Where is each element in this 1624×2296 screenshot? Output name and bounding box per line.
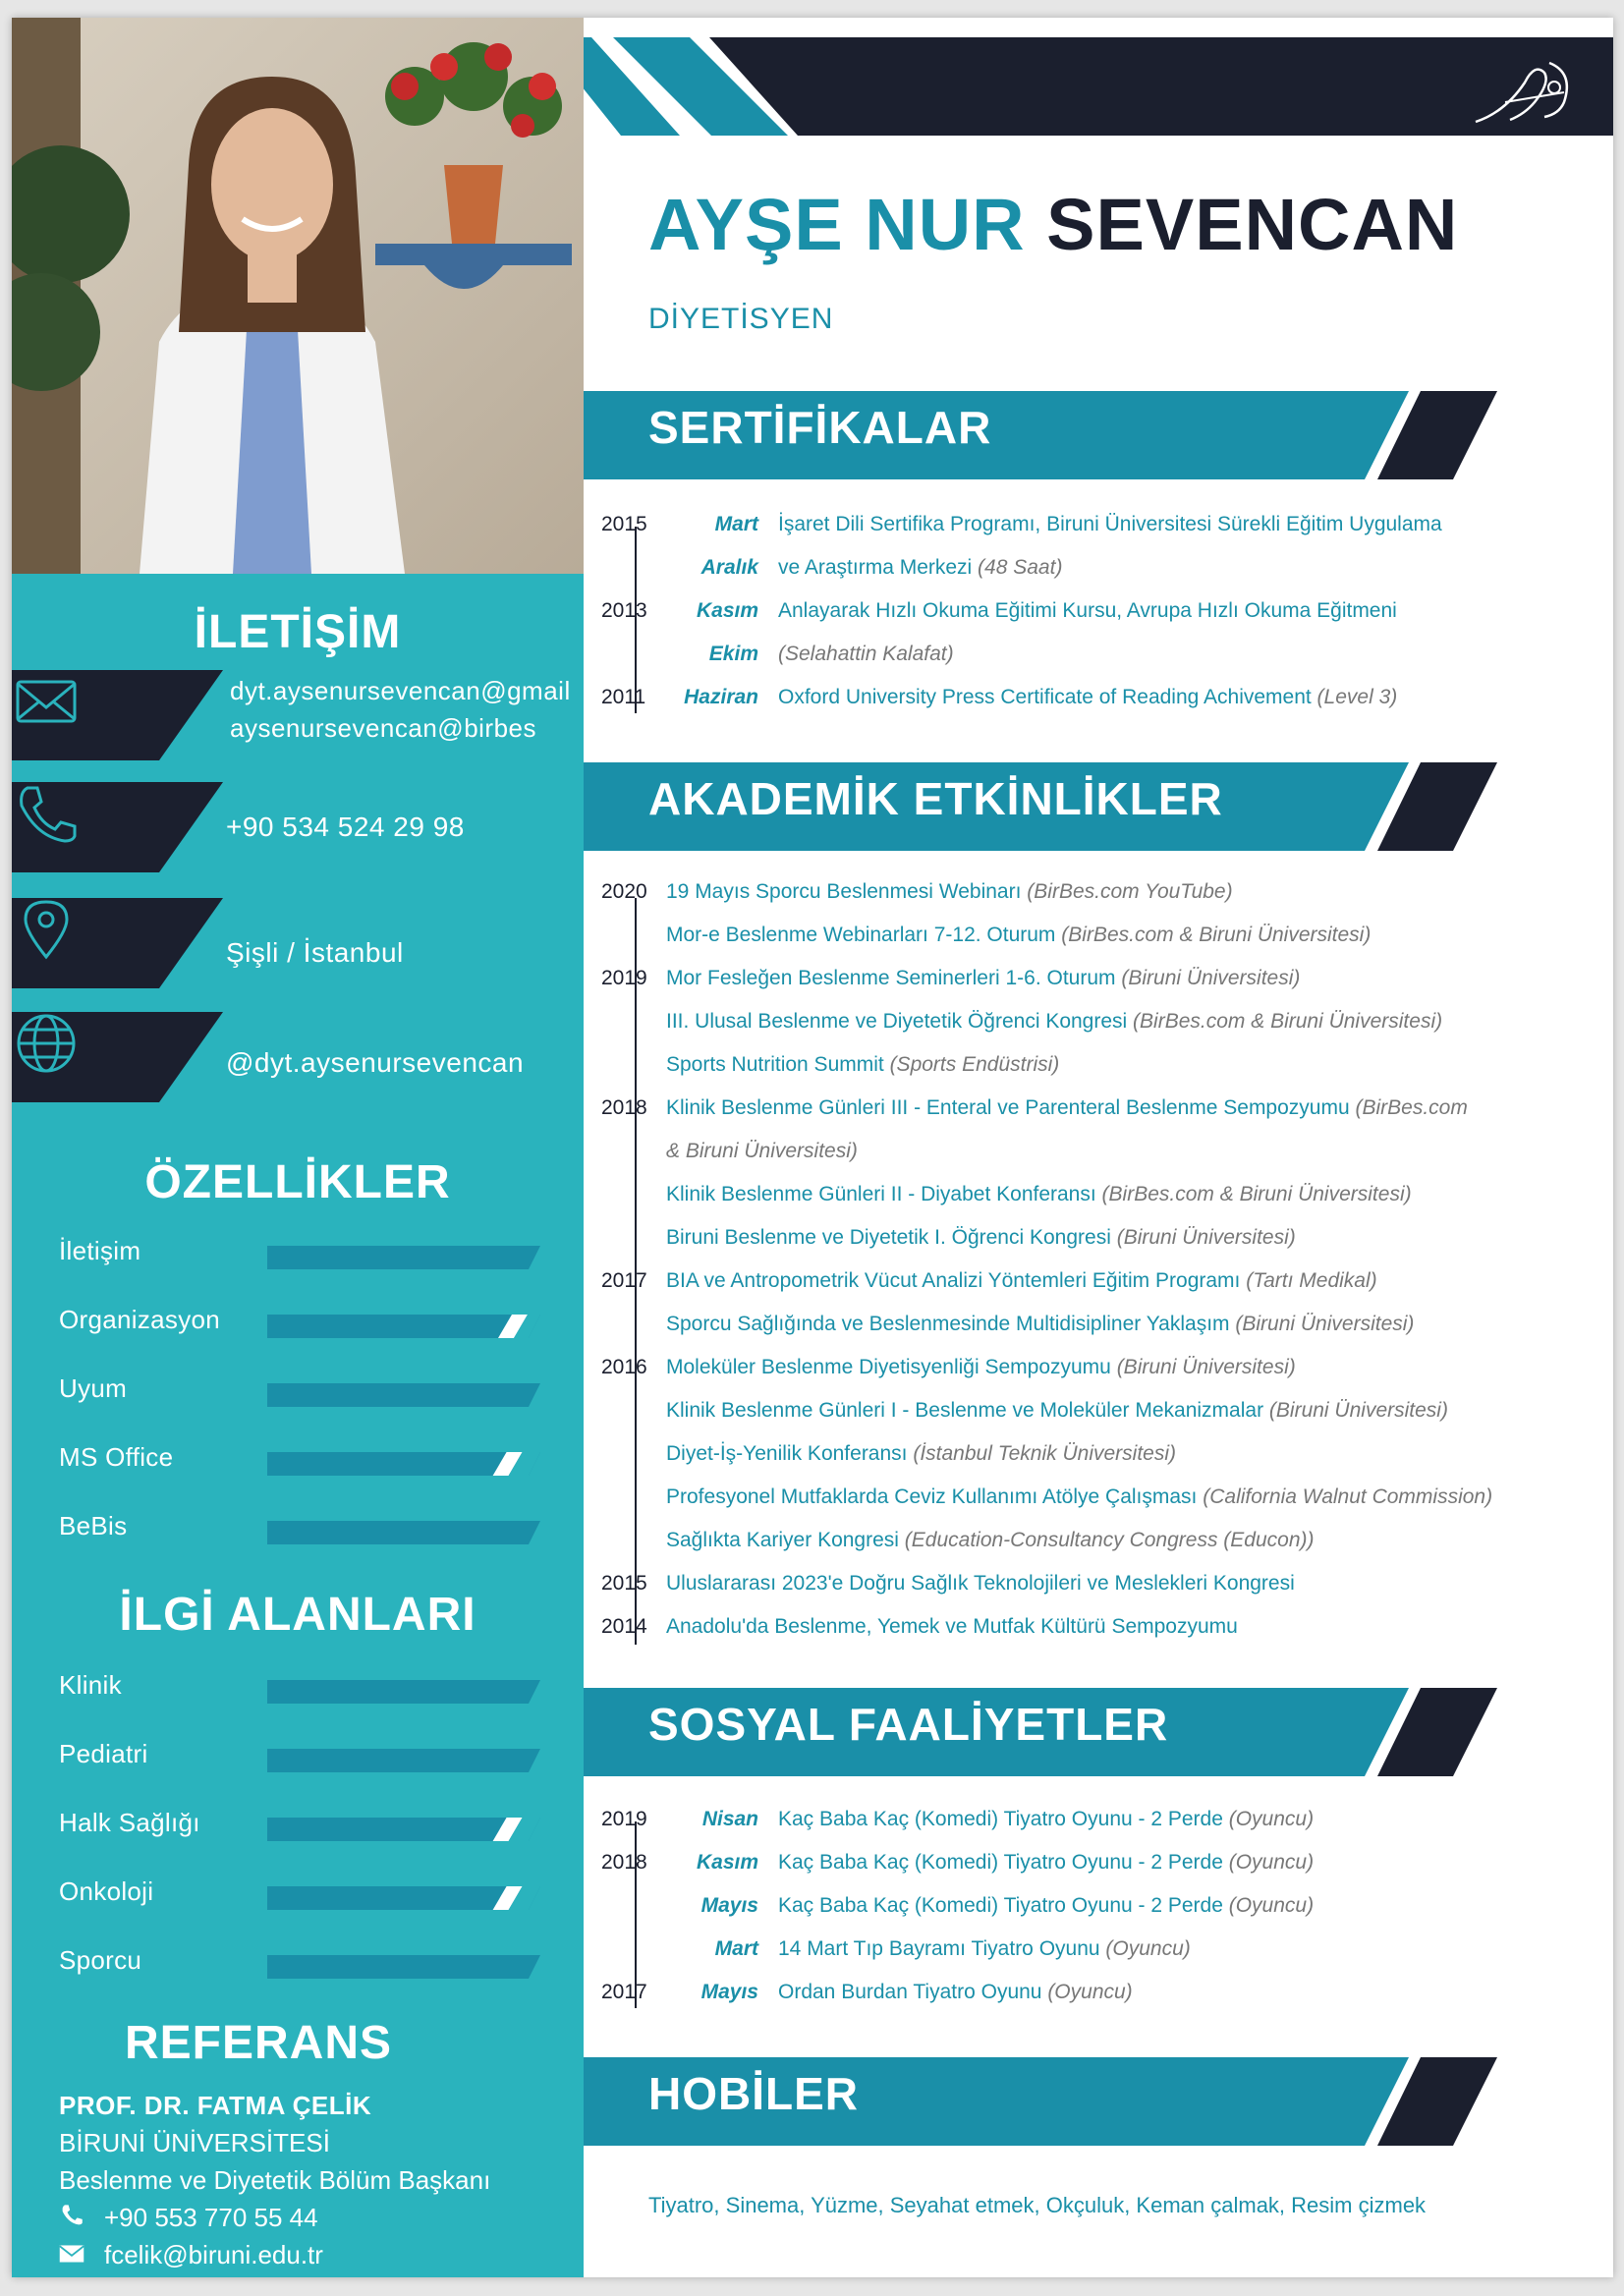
contact-location-row bbox=[12, 898, 584, 988]
entry-note: (Oyuncu) bbox=[1222, 1851, 1315, 1874]
entry-text bbox=[666, 1442, 1176, 1466]
entry-title: Anlayarak Hızlı Okuma Eğitimi Kursu, Avrupa Hızlı Okuma Eğitmeni bbox=[778, 599, 1397, 622]
entry-month: Mart bbox=[714, 1937, 758, 1960]
timeline-entry bbox=[601, 556, 1603, 595]
entry-text bbox=[666, 1010, 1442, 1034]
entry-text bbox=[666, 967, 1300, 990]
entry-text bbox=[666, 1269, 1377, 1293]
entry-note: (Biruni Üniversitesi) bbox=[1110, 1226, 1296, 1249]
timeline-entry bbox=[601, 599, 1603, 639]
entry-year: 2017 bbox=[601, 1269, 647, 1292]
entry-note: (Level 3) bbox=[1311, 686, 1398, 708]
skill-row bbox=[59, 1305, 550, 1344]
timeline-entry bbox=[601, 880, 1603, 920]
skill-level-bar bbox=[267, 1521, 542, 1544]
entry-title: Mor-e Beslenme Webinarları 7-12. Oturum bbox=[666, 924, 1056, 946]
entry-year: 2018 bbox=[601, 1096, 647, 1119]
hobbies-text: Tiyatro, Sinema, Yüzme, Seyahat etmek, Okçuluk, Keman çalmak, Resim çizmek bbox=[648, 2193, 1427, 2217]
email-2[interactable]: aysenursevencan@birbes bbox=[230, 713, 537, 743]
entry-title: Kaç Baba Kaç (Komedi) Tiyatro Oyunu - 2 Perde bbox=[778, 1894, 1223, 1917]
entry-title: Ordan Burdan Tiyatro Oyunu bbox=[778, 1981, 1042, 2003]
entry-note: (BirBes.com & Biruni Üniversitesi) bbox=[1055, 924, 1372, 946]
reference-email-row bbox=[59, 2240, 323, 2270]
globe-icon bbox=[12, 1012, 81, 1075]
timeline-entry bbox=[601, 1529, 1603, 1568]
entry-title: Sporcu Sağlığında ve Beslenmesinde Multidisipliner Yaklaşım bbox=[666, 1313, 1230, 1335]
envelope-icon bbox=[59, 2240, 98, 2270]
reference-phone-row bbox=[59, 2203, 318, 2233]
entry-title: Moleküler Beslenme Diyetisyenliği Sempozyumu bbox=[666, 1356, 1111, 1378]
interest-row bbox=[59, 1945, 550, 1985]
interest-label: Klinik bbox=[59, 1670, 122, 1700]
entry-title: Mor Fesleğen Beslenme Seminerleri 1-6. Oturum bbox=[666, 967, 1116, 989]
entry-month: Kasım bbox=[696, 599, 758, 622]
interest-level-bar bbox=[267, 1749, 542, 1772]
entry-year: 2014 bbox=[601, 1615, 647, 1638]
entry-title: 14 Mart Tıp Bayramı Tiyatro Oyunu bbox=[778, 1937, 1100, 1960]
interest-level-bar bbox=[267, 1680, 542, 1704]
entry-month: Mayıs bbox=[700, 1981, 758, 2003]
entry-month: Aralık bbox=[700, 556, 758, 579]
timeline-entry bbox=[601, 1442, 1603, 1482]
timeline-entry bbox=[601, 1851, 1603, 1890]
entry-month-wrap bbox=[650, 1894, 758, 1924]
entry-text bbox=[666, 1226, 1296, 1250]
entry-year: 2017 bbox=[601, 1981, 647, 2003]
entry-title: ve Araştırma Merkezi bbox=[778, 556, 973, 579]
entry-year: 2020 bbox=[601, 880, 647, 903]
phone-icon bbox=[59, 2203, 98, 2233]
entry-text bbox=[666, 1485, 1492, 1509]
entry-title: Sports Nutrition Summit bbox=[666, 1053, 884, 1076]
reference-phone[interactable]: +90 553 770 55 44 bbox=[104, 2203, 318, 2232]
entry-title: Klinik Beslenme Günleri III - Enteral ve Parenteral Beslenme Sempozyumu bbox=[666, 1096, 1350, 1119]
skill-label: Uyum bbox=[59, 1373, 128, 1403]
timeline-entry bbox=[601, 1572, 1603, 1611]
contact-tab bbox=[12, 1012, 223, 1102]
entry-note: (Oyuncu) bbox=[1222, 1808, 1315, 1830]
reference-institution: BİRUNİ ÜNİVERSİTESİ bbox=[59, 2128, 330, 2157]
academic-title: AKADEMİK ETKİNLİKLER bbox=[648, 773, 1223, 824]
phone-number[interactable]: +90 534 524 29 98 bbox=[226, 812, 465, 842]
timeline-entry bbox=[601, 1096, 1603, 1136]
skills-heading: ÖZELLİKLER bbox=[144, 1156, 451, 1208]
entry-title: BIA ve Antropometrik Vücut Analizi Yöntemleri Eğitim Programı bbox=[666, 1269, 1241, 1292]
timeline-entry bbox=[601, 1615, 1603, 1654]
entry-text bbox=[666, 880, 1233, 904]
entry-month: Haziran bbox=[684, 686, 758, 708]
logo-monogram-icon bbox=[1466, 43, 1594, 141]
timeline-entry bbox=[601, 1269, 1603, 1309]
entry-text bbox=[666, 924, 1371, 947]
entry-text bbox=[666, 1053, 1059, 1077]
location-pin-icon bbox=[12, 898, 81, 961]
entry-month-wrap bbox=[650, 556, 758, 586]
entry-title: Klinik Beslenme Günleri I - Beslenme ve Moleküler Mekanizmalar bbox=[666, 1399, 1264, 1422]
entry-text bbox=[666, 1572, 1295, 1596]
hobbies-title: HOBİLER bbox=[648, 2068, 859, 2119]
skill-label: Organizasyon bbox=[59, 1305, 221, 1334]
timeline-entry bbox=[601, 1981, 1603, 2020]
timeline-entry bbox=[601, 686, 1603, 725]
skill-label: MS Office bbox=[59, 1442, 174, 1472]
contact-phone-row bbox=[12, 782, 584, 872]
interests-heading: İLGİ ALANLARI bbox=[119, 1589, 476, 1641]
envelope-icon bbox=[12, 670, 81, 733]
entry-text bbox=[666, 1529, 1315, 1552]
entry-note: (Biruni Üniversitesi) bbox=[1229, 1313, 1415, 1335]
entry-title: Kaç Baba Kaç (Komedi) Tiyatro Oyunu - 2 Perde bbox=[778, 1808, 1223, 1830]
entry-note: (Sports Endüstrisi) bbox=[883, 1053, 1060, 1076]
entry-text bbox=[778, 643, 954, 666]
timeline-entry bbox=[601, 1053, 1603, 1092]
timeline-entry bbox=[601, 1183, 1603, 1222]
timeline-entry bbox=[601, 1356, 1603, 1395]
timeline-entry bbox=[601, 967, 1603, 1006]
timeline-entry bbox=[601, 1313, 1603, 1352]
entry-note: (Oyuncu) bbox=[1099, 1937, 1191, 1960]
interest-row bbox=[59, 1670, 550, 1709]
entry-month-wrap bbox=[650, 599, 758, 629]
skill-label: BeBis bbox=[59, 1511, 128, 1540]
entry-text bbox=[778, 686, 1397, 709]
social-banner bbox=[584, 1678, 1497, 1776]
entry-note: (Oyuncu) bbox=[1041, 1981, 1133, 2003]
job-title: DİYETİSYEN bbox=[648, 303, 834, 335]
interest-label: Pediatri bbox=[59, 1739, 148, 1768]
entry-note: (BirBes.com & Biruni Üniversitesi) bbox=[1127, 1010, 1443, 1033]
timeline-entry bbox=[601, 924, 1603, 963]
timeline-entry bbox=[601, 1399, 1603, 1438]
timeline-entry bbox=[601, 1485, 1603, 1525]
entry-text bbox=[666, 1140, 858, 1163]
entry-year: 2018 bbox=[601, 1851, 647, 1874]
entry-month: Kasım bbox=[696, 1851, 758, 1874]
entry-text bbox=[778, 1894, 1314, 1918]
timeline-entry bbox=[601, 1226, 1603, 1265]
entry-title: Diyet-İş-Yenilik Konferansı bbox=[666, 1442, 908, 1465]
entry-title: Profesyonel Mutfaklarda Ceviz Kullanımı Atölye Çalışması bbox=[666, 1485, 1198, 1508]
entry-text bbox=[778, 556, 1062, 580]
entry-text bbox=[666, 1615, 1238, 1639]
entry-text bbox=[666, 1096, 1468, 1120]
entry-year: 2015 bbox=[601, 513, 647, 535]
entry-year: 2019 bbox=[601, 1808, 647, 1830]
hobbies-banner bbox=[584, 2047, 1497, 2146]
full-name: AYŞE NUR SEVENCAN bbox=[648, 184, 1459, 265]
entry-note: (48 Saat) bbox=[972, 556, 1063, 579]
reference-email[interactable]: fcelik@biruni.edu.tr bbox=[104, 2240, 323, 2269]
entry-title: 19 Mayıs Sporcu Beslenmesi Webinarı bbox=[666, 880, 1022, 903]
entry-month-wrap bbox=[650, 1937, 758, 1967]
entry-month-wrap bbox=[650, 513, 758, 542]
entry-month: Ekim bbox=[708, 643, 758, 665]
entry-month-wrap bbox=[650, 1981, 758, 2010]
entry-text bbox=[666, 1313, 1414, 1336]
contact-email-row bbox=[12, 670, 584, 760]
entry-title: Kaç Baba Kaç (Komedi) Tiyatro Oyunu - 2 Perde bbox=[778, 1851, 1223, 1874]
skill-level-bar bbox=[267, 1452, 542, 1476]
entry-text bbox=[778, 513, 1442, 536]
entry-month-wrap bbox=[650, 643, 758, 672]
interest-label: Halk Sağlığı bbox=[59, 1808, 200, 1837]
contact-heading: İLETİŞİM bbox=[194, 606, 402, 658]
timeline-entry bbox=[601, 1010, 1603, 1049]
entry-note: (Tartı Medikal) bbox=[1240, 1269, 1377, 1292]
entry-title: III. Ulusal Beslenme ve Diyetetik Öğrenci Kongresi bbox=[666, 1010, 1128, 1033]
skill-level-bar bbox=[267, 1246, 542, 1269]
entry-month-wrap bbox=[650, 1851, 758, 1880]
social-title: SOSYAL FAALİYETLER bbox=[648, 1699, 1169, 1750]
entry-note: (BirBes.com & Biruni Üniversitesi) bbox=[1095, 1183, 1412, 1205]
reference-position: Beslenme ve Diyetetik Bölüm Başkanı bbox=[59, 2165, 491, 2195]
contact-tab bbox=[12, 782, 223, 872]
location: Şişli / İstanbul bbox=[226, 937, 404, 968]
reference-name: PROF. DR. FATMA ÇELİK bbox=[59, 2091, 372, 2120]
entry-month-wrap bbox=[650, 686, 758, 715]
entry-note: (Biruni Üniversitesi) bbox=[1110, 1356, 1296, 1378]
entry-text bbox=[778, 599, 1397, 623]
email-1[interactable]: dyt.aysenursevencan@gmail bbox=[230, 676, 571, 705]
entry-note: (Education-Consultancy Congress (Educon)) bbox=[898, 1529, 1315, 1551]
skill-row bbox=[59, 1373, 550, 1413]
entry-text bbox=[778, 1808, 1314, 1831]
reference-heading: REFERANS bbox=[124, 2017, 393, 2069]
entry-note: (Selahattin Kalafat) bbox=[778, 643, 954, 665]
academic-banner bbox=[584, 753, 1497, 851]
entry-note: (BirBes.com bbox=[1349, 1096, 1468, 1119]
skill-level-bar bbox=[267, 1315, 542, 1338]
entry-year: 2011 bbox=[601, 686, 646, 708]
entry-text bbox=[666, 1399, 1448, 1423]
phone-icon bbox=[12, 782, 81, 845]
entry-title: Biruni Beslenme ve Diyetetik I. Öğrenci Kongresi bbox=[666, 1226, 1111, 1249]
entry-title: İşaret Dili Sertifika Programı, Biruni Üniversitesi Sürekli Eğitim Uygulama bbox=[778, 513, 1442, 535]
entry-title: Uluslararası 2023'e Doğru Sağlık Teknolojileri ve Meslekleri Kongresi bbox=[666, 1572, 1295, 1595]
entry-text bbox=[778, 1981, 1133, 2004]
certificates-banner bbox=[584, 381, 1497, 479]
entry-note: (Biruni Üniversitesi) bbox=[1263, 1399, 1448, 1422]
skill-label: İletişim bbox=[59, 1236, 141, 1265]
entry-month: Mayıs bbox=[700, 1894, 758, 1917]
interest-level-bar bbox=[267, 1955, 542, 1979]
entry-month: Mart bbox=[714, 513, 758, 535]
entry-text bbox=[778, 1851, 1314, 1875]
entry-text bbox=[666, 1183, 1412, 1206]
cv-page bbox=[12, 18, 1613, 2277]
contact-tab bbox=[12, 670, 223, 760]
entry-month-wrap bbox=[650, 1808, 758, 1837]
entry-note: (İstanbul Teknik Üniversitesi) bbox=[907, 1442, 1176, 1465]
interest-level-bar bbox=[267, 1818, 542, 1841]
entry-title: Oxford University Press Certificate of Reading Achivement bbox=[778, 686, 1312, 708]
entry-note: (California Walnut Commission) bbox=[1197, 1485, 1493, 1508]
entry-year: 2013 bbox=[601, 599, 647, 622]
skill-row bbox=[59, 1442, 550, 1482]
interest-row bbox=[59, 1876, 550, 1916]
entry-note: (BirBes.com YouTube) bbox=[1021, 880, 1233, 903]
timeline-entry bbox=[601, 513, 1603, 552]
skill-row bbox=[59, 1511, 550, 1550]
timeline-entry bbox=[601, 1808, 1603, 1847]
contact-social-row bbox=[12, 1012, 584, 1102]
timeline-entry bbox=[601, 1140, 1603, 1179]
entry-note: & Biruni Üniversitesi) bbox=[666, 1140, 858, 1162]
entry-year: 2019 bbox=[601, 967, 647, 989]
entry-title: Klinik Beslenme Günleri II - Diyabet Konferansı bbox=[666, 1183, 1096, 1205]
timeline-entry bbox=[601, 1894, 1603, 1933]
entry-year: 2016 bbox=[601, 1356, 647, 1378]
entry-title: Sağlıkta Kariyer Kongresi bbox=[666, 1529, 899, 1551]
social-handle[interactable]: @dyt.aysenursevencan bbox=[226, 1047, 525, 1078]
interest-label: Sporcu bbox=[59, 1945, 142, 1975]
entry-month: Nisan bbox=[701, 1808, 758, 1830]
timeline-entry bbox=[601, 643, 1603, 682]
timeline-entry bbox=[601, 1937, 1603, 1977]
interest-label: Onkoloji bbox=[59, 1876, 154, 1906]
interest-level-bar bbox=[267, 1886, 542, 1910]
entry-note: (Biruni Üniversitesi) bbox=[1115, 967, 1301, 989]
entry-year: 2015 bbox=[601, 1572, 647, 1595]
contact-tab bbox=[12, 898, 223, 988]
interest-row bbox=[59, 1739, 550, 1778]
certificates-title: SERTİFİKALAR bbox=[648, 402, 992, 453]
skill-row bbox=[59, 1236, 550, 1275]
profile-photo bbox=[12, 18, 584, 574]
entry-title: Anadolu'da Beslenme, Yemek ve Mutfak Kültürü Sempozyumu bbox=[666, 1615, 1238, 1638]
interest-row bbox=[59, 1808, 550, 1847]
entry-text bbox=[778, 1937, 1191, 1961]
skill-level-bar bbox=[267, 1383, 542, 1407]
sidebar bbox=[12, 18, 584, 2277]
entry-note: (Oyuncu) bbox=[1222, 1894, 1315, 1917]
entry-text bbox=[666, 1356, 1296, 1379]
